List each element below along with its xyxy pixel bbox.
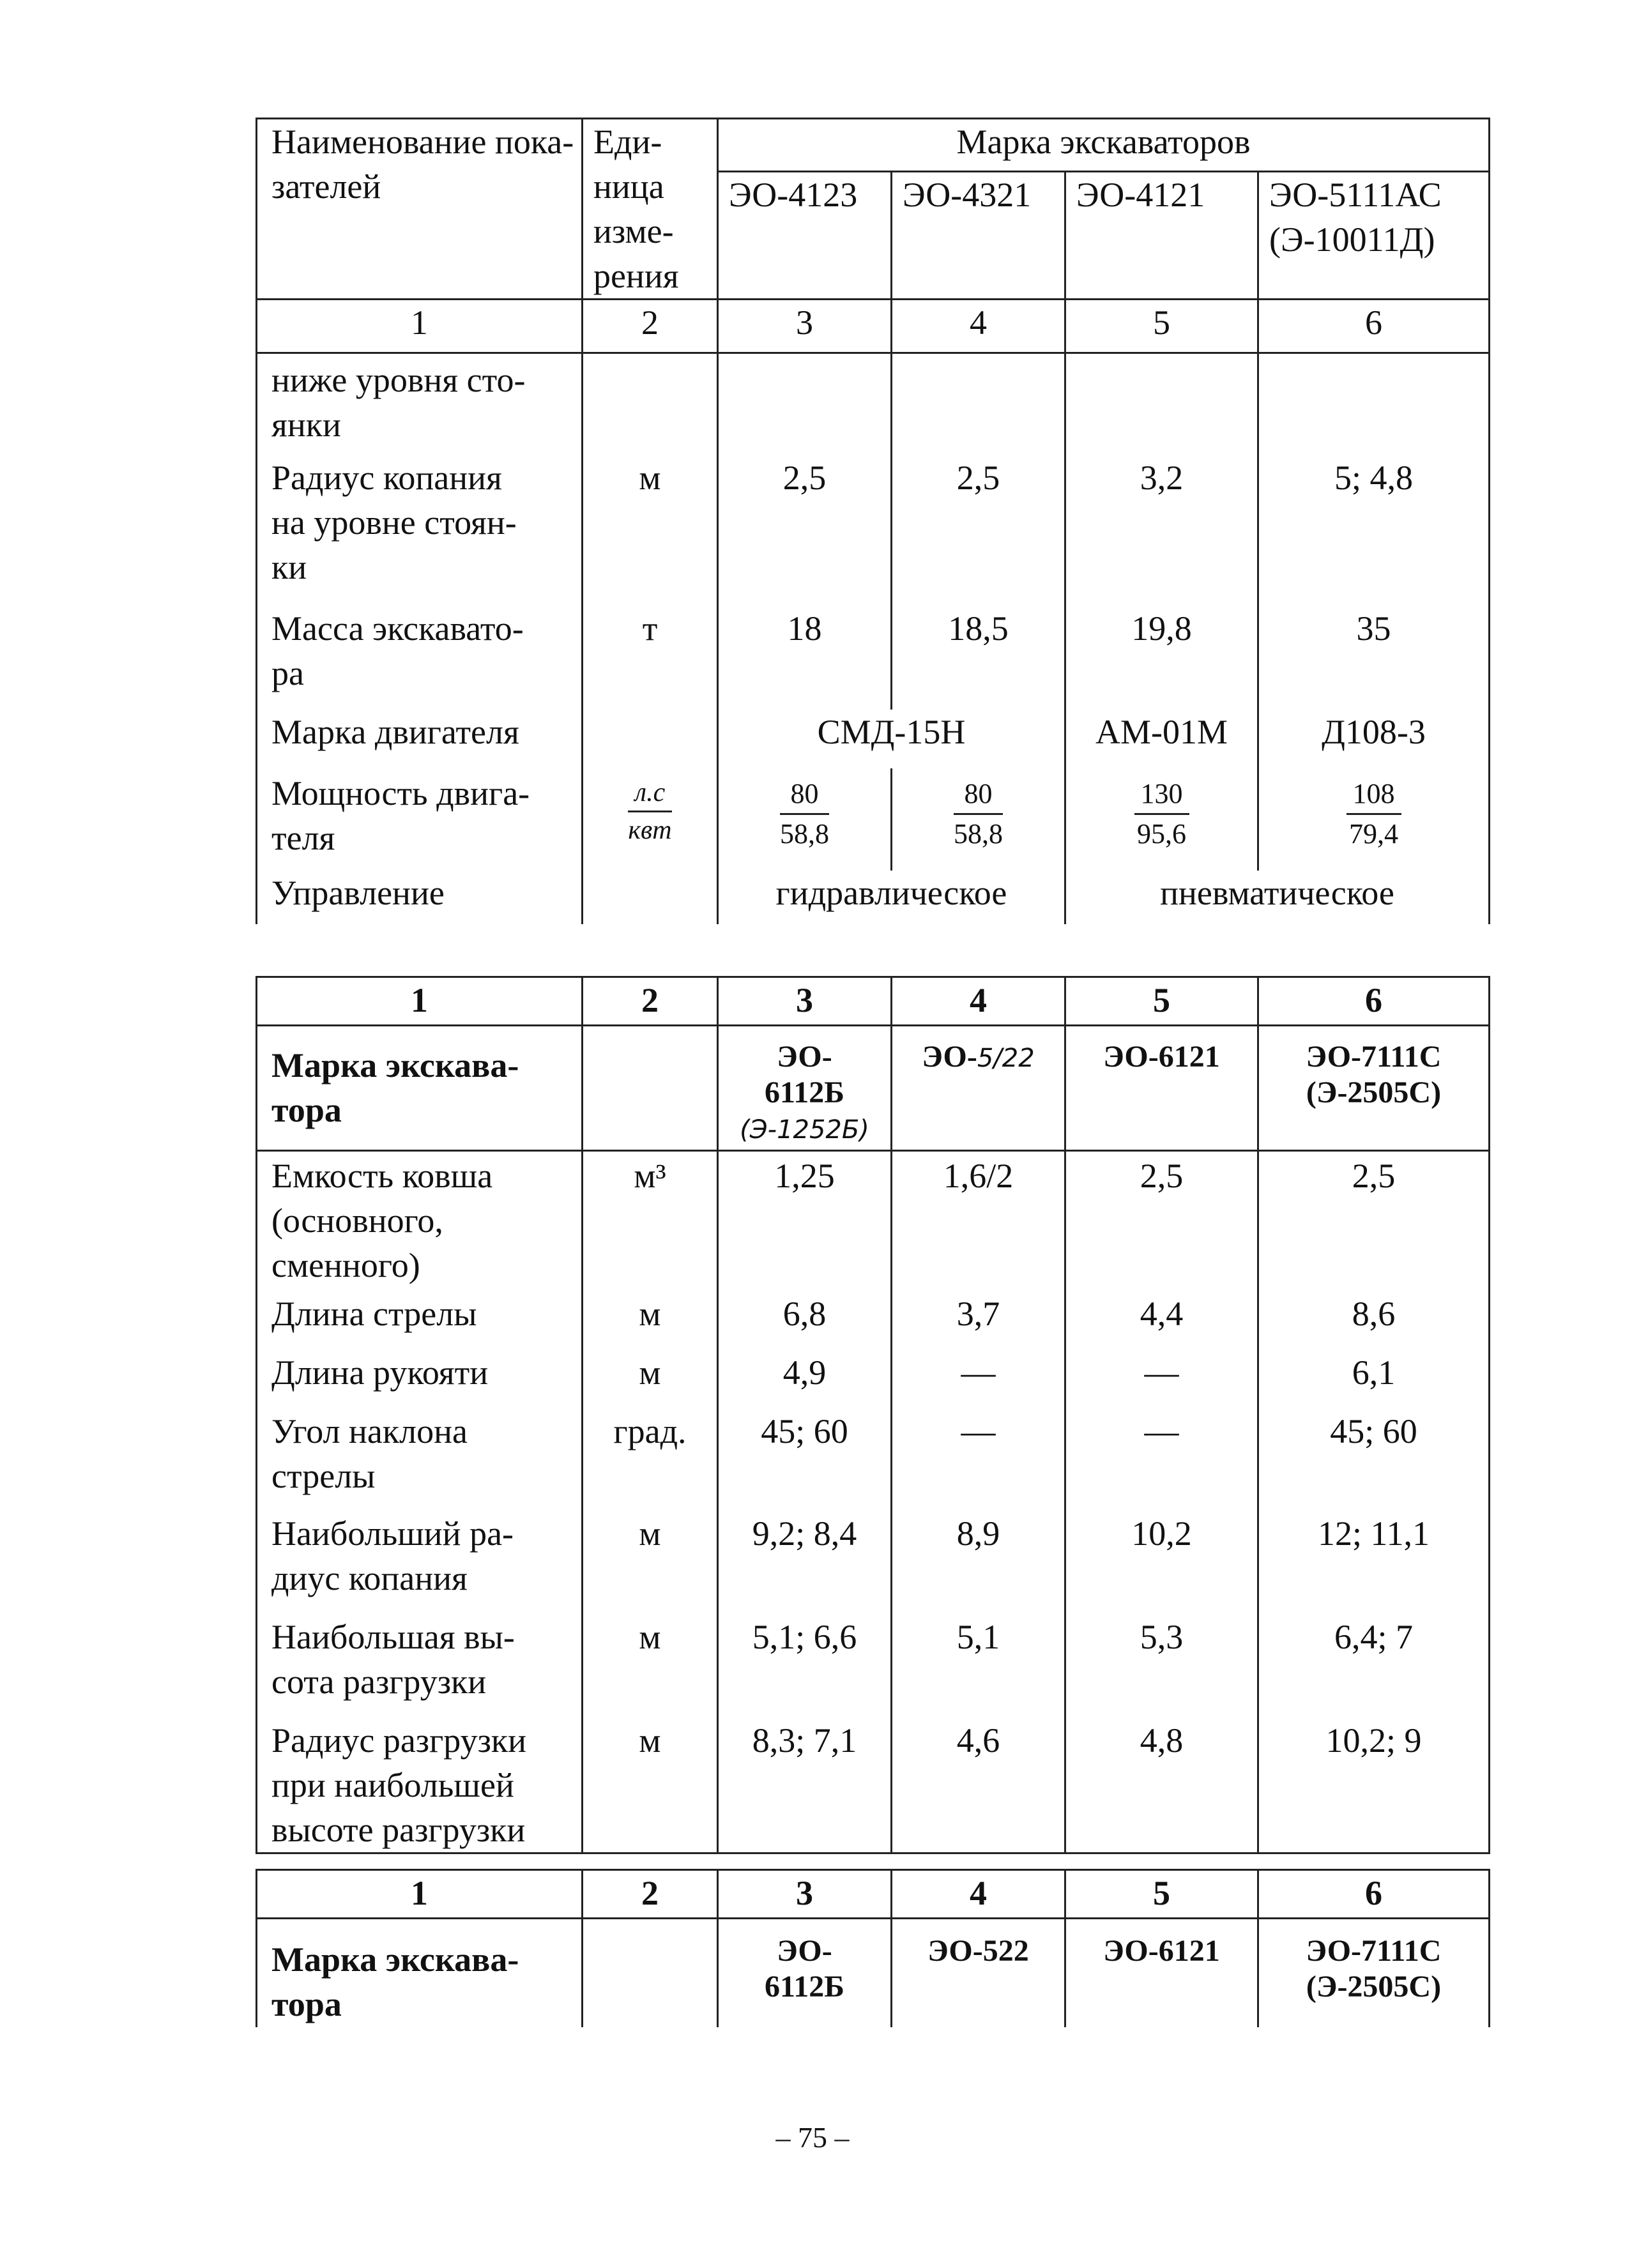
colnum-5: 5	[1065, 300, 1258, 353]
row-value: 8,3; 7,1	[718, 1714, 892, 1853]
row-control-v2: пневматическое	[1065, 871, 1490, 924]
t2-colnum-6: 6	[1258, 977, 1490, 1026]
t2-model-1-handwritten: (Э-1252Б)	[740, 1115, 869, 1145]
row-value: 8,9	[892, 1507, 1065, 1611]
t3-colnum-2: 2	[583, 1870, 718, 1919]
row-unit: град.	[583, 1405, 718, 1507]
colnum-3: 3	[718, 300, 892, 353]
row-engine-v1: СМД-15Н	[718, 710, 1065, 768]
row-value: —	[892, 1405, 1065, 1507]
colnum-2: 2	[583, 300, 718, 353]
row-unit: м³	[583, 1150, 718, 1288]
header-name: Наименование пока- зателей	[257, 119, 583, 300]
row-dig-radius-v1: 2,5	[718, 455, 892, 606]
row-value: 8,6	[1258, 1288, 1490, 1346]
page-number: – 75 –	[775, 2121, 850, 2154]
row-dig-depth-cont: ниже уровня сто- янки	[257, 353, 583, 455]
row-value: 45; 60	[1258, 1405, 1490, 1507]
row-mass-unit: т	[583, 606, 718, 710]
row-mass-v4: 35	[1258, 606, 1490, 710]
t2-colnum-5: 5	[1065, 977, 1258, 1026]
excavator-table-2-repeat-header	[256, 1869, 1490, 2027]
colnum-4: 4	[892, 300, 1065, 353]
t3-colnum-6: 6	[1258, 1870, 1490, 1919]
row-unit: м	[583, 1288, 718, 1346]
row-value: 6,4; 7	[1258, 1611, 1490, 1714]
row-mass-label: Масса экскавато- ра	[257, 606, 583, 710]
t3-colnum-3: 3	[718, 1870, 892, 1919]
t3-model-2: ЭО-522	[892, 1919, 1065, 2027]
row-value: 4,4	[1065, 1288, 1258, 1346]
table-row	[257, 1611, 1490, 1714]
row-label: Угол наклона стрелы	[257, 1405, 583, 1507]
row-value: 4,6	[892, 1714, 1065, 1853]
row-mass-v3: 19,8	[1065, 606, 1258, 710]
row-dig-radius-v4: 5; 4,8	[1258, 455, 1490, 606]
t2-model-2: ЭО-	[922, 1040, 977, 1074]
row-label: Длина стрелы	[257, 1288, 583, 1346]
row-value: 5,1	[892, 1611, 1065, 1714]
header-model-3: ЭО-4121	[1065, 171, 1258, 299]
row-value: 6,8	[718, 1288, 892, 1346]
row-control-v1: гидравлическое	[718, 871, 1065, 924]
row-engine-label: Марка двигателя	[257, 710, 583, 768]
table-row	[257, 1507, 1490, 1611]
row-value: 45; 60	[718, 1405, 892, 1507]
row-control-label: Управление	[257, 871, 583, 924]
t2-colnum-4: 4	[892, 977, 1065, 1026]
row-value: 1,25	[718, 1150, 892, 1288]
power-unit-hp: л.с	[628, 775, 671, 812]
table-row	[257, 1714, 1490, 1853]
row-value: 1,6/2	[892, 1150, 1065, 1288]
row-label: Длина рукояти	[257, 1346, 583, 1405]
power-v4: $\frac{108}{79,4}$	[1347, 775, 1401, 853]
t2-model-1: ЭО- 6112Б	[764, 1040, 845, 1109]
t2-model-4: ЭО-7111С (Э-2505С)	[1258, 1026, 1490, 1151]
power-v2: $\frac{80}{58,8}$	[954, 775, 1003, 853]
header-unit: Еди- ница изме- рения	[583, 119, 718, 300]
row-unit: м	[583, 1611, 718, 1714]
excavator-table-2	[256, 976, 1490, 1152]
t2-model-label: Марка экскава- тора	[257, 1026, 583, 1151]
row-value: 3,7	[892, 1288, 1065, 1346]
row-dig-radius-label: Радиус копания на уровне стоян- ки	[257, 455, 583, 606]
t3-model-4: ЭО-7111С (Э-2505С)	[1258, 1919, 1490, 2027]
row-value: 5,1; 6,6	[718, 1611, 892, 1714]
table-row	[257, 1288, 1490, 1346]
row-value: 12; 11,1	[1258, 1507, 1490, 1611]
t3-model-1: ЭО- 6112Б	[718, 1919, 892, 2027]
power-unit-fraction	[628, 775, 671, 848]
row-value: 5,3	[1065, 1611, 1258, 1714]
row-engine-v2: АМ-01М	[1065, 710, 1258, 768]
row-unit: м	[583, 1346, 718, 1405]
row-unit: м	[583, 1507, 718, 1611]
colnum-6: 6	[1258, 300, 1490, 353]
row-value: —	[892, 1346, 1065, 1405]
t3-colnum-5: 5	[1065, 1870, 1258, 1919]
row-label: Емкость ковша (основного, сменного)	[257, 1150, 583, 1288]
t3-model-label: Марка экскава- тора	[257, 1919, 583, 2027]
excavator-table-2-body	[256, 1150, 1490, 1854]
row-dig-radius-v2: 2,5	[892, 455, 1065, 606]
header-group: Марка экскаваторов	[718, 119, 1490, 172]
header-model-4: ЭО-5111АС (Э-10011Д)	[1258, 171, 1490, 299]
t3-model-3: ЭО-6121	[1065, 1919, 1258, 2027]
row-dig-radius-v3: 3,2	[1065, 455, 1258, 606]
row-engine-v3: Д108-3	[1258, 710, 1490, 768]
excavator-table-1	[256, 118, 1490, 924]
row-value: 6,1	[1258, 1346, 1490, 1405]
row-value: 10,2	[1065, 1507, 1258, 1611]
t2-colnum-1: 1	[257, 977, 583, 1026]
t2-model-2-handwritten: 5/22	[977, 1044, 1035, 1073]
table-row	[257, 1346, 1490, 1405]
row-label: Наибольшая вы- сота разгрузки	[257, 1611, 583, 1714]
t2-colnum-3: 3	[718, 977, 892, 1026]
row-power-label: Мощность двига- теля	[257, 768, 583, 871]
t3-colnum-4: 4	[892, 1870, 1065, 1919]
row-value: 10,2; 9	[1258, 1714, 1490, 1853]
header-model-2: ЭО-4321	[892, 171, 1065, 299]
row-label: Радиус разгрузки при наибольшей высоте разгрузки	[257, 1714, 583, 1853]
power-v1: $\frac{80}{58,8}$	[780, 775, 829, 853]
row-label: Наибольший ра- диус копания	[257, 1507, 583, 1611]
t3-colnum-1: 1	[257, 1870, 583, 1919]
row-unit: м	[583, 1714, 718, 1853]
row-value: 9,2; 8,4	[718, 1507, 892, 1611]
table-row	[257, 1405, 1490, 1507]
row-value: —	[1065, 1405, 1258, 1507]
colnum-1: 1	[257, 300, 583, 353]
row-value: 2,5	[1065, 1150, 1258, 1288]
table-row	[257, 1150, 1490, 1288]
row-value: —	[1065, 1346, 1258, 1405]
t2-model-3: ЭО-6121	[1065, 1026, 1258, 1151]
row-value: 4,9	[718, 1346, 892, 1405]
row-value: 4,8	[1065, 1714, 1258, 1853]
row-mass-v2: 18,5	[892, 606, 1065, 710]
row-mass-v1: 18	[718, 606, 892, 710]
row-value: 2,5	[1258, 1150, 1490, 1288]
header-model-1: ЭО-4123	[718, 171, 892, 299]
power-v3: $\frac{130}{95,6}$	[1134, 775, 1189, 853]
row-dig-radius-unit: м	[583, 455, 718, 606]
power-unit-kw: квт	[628, 815, 672, 845]
t2-colnum-2: 2	[583, 977, 718, 1026]
